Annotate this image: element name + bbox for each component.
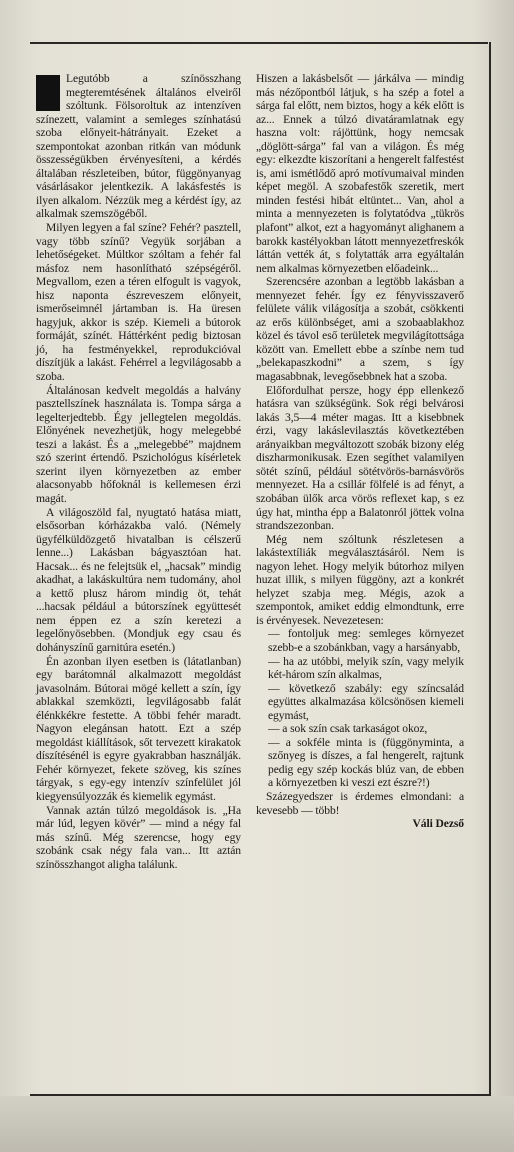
top-rule: [30, 42, 488, 44]
paragraph: Előfordulhat persze, hogy épp ellenkező hatásra van szükségünk. Sok régi belvárosi lakás 3,5—4 méter magas. Itt a kisebbnek érzi, vagy lakáslevilasztás következtében arányaikban megváltozott szobák bizony elég diszharmonikusak. Ezen segíthet valamilyen sötét színű, például sötétvörös-barnásvörös mennyezet. Ha a csillár fölfelé is ad fényt, a szobában ülők arca vörös reflexet kap, s ez úgy hat, mintha épp a Balatonról jöttek volna strandszezonban.: [256, 383, 464, 533]
drop-cap-block: [36, 75, 60, 111]
right-rule: [489, 42, 491, 1094]
paragraph: Legutóbb a színösszhang megteremtésének általános elveiről szóltunk. Fölsoroltuk az intenzíven színezett, valamint a semleges színhatású szoba előnyeit-hátrányait. Ezeket a szempontokat azonban ritkán van módunk összességükben érvényesíteni, a kérdés általában részleteiben, bútor, függönyanyag vásárlásakor jelentkezik. A lakásfestés is ilyen alkalom. Nézzük meg a kérdést így, az alkalmak szemszögéből.: [36, 72, 241, 221]
paragraph: Vannak aztán túlzó megoldások is. „Ha már lúd, legyen kövér” — mind a négy fal más színű. Még szerencse, hogy egy szobánk csak négy fala van... Itt aztán színösszhangot aligha találunk.: [36, 803, 241, 871]
paragraph: A világoszöld fal, nyugtató hatása miatt, elsősorban kórházakba való. (Némely ügyfélküldözgető hivatalban is célszerű lenne...) Lakásban bágyasztóan hat. Hacsak... és ne felejtsük el, „hacsak” mindig akadhat, a lakáskultúra nem tudomány, ahol a kettő plusz három mindig öt, tehát ...hacsak például a bútorszínek együttesét nem éppen ez a szín keretezi a legelőnyösebben. (Mondjuk egy csau és dohányszínű garnitúra esetén.): [36, 505, 241, 654]
paragraph: Általánosan kedvelt megoldás a halvány pasztellszínek használata is. Tompa sárga a legelterjedtebb. Égy jellegtelen megoldás. Előnyének nevezhetjük, hogy melegebbé teszi a lakást. És a „melegebbé” majdnem szó szerint értendő. Pszichológus kísérletek szerint ilyen környezetben az ember alacsonyabb hőfoknál is kellemesen érzi magát.: [36, 383, 241, 505]
list-item: — fontoljuk meg: semleges környezet szebb-e a szobánkban, vagy a harsányabb,: [268, 627, 464, 654]
paragraph: Szerencsére azonban a legtöbb lakásban a mennyezet fehér. Így ez fényvisszaverő felülete válik világosítja a szobát, csökkenti az erős különbséget, ami a szobaablakhoz közel és távol eső területek megvilágítottsága között van. Emellett ebbe a színbe nem tud „belekapaszkodni” a szem, s így magasabbnak, levegősebbnek hat a szoba.: [256, 275, 464, 384]
right-column: [256, 72, 464, 831]
list-item: — következő szabály: egy színcsalád együttes alkalmazása kölcsönösen kiemeli egymást,: [268, 681, 464, 722]
list-item: — a sokféle minta is (függönyminta, a szőnyeg is díszes, a fal hengerelt, rajtunk pedig egy szép kockás blúz van, de ebben a környezetben ki veszi ezt észre?!): [268, 735, 464, 790]
paragraph: Én azonban ilyen esetben is (látatlanban) egy barátomnál alkalmazott megoldást javasolnám. Bútorai mögé kellett a szín, így ablakkal szemközti, legvilágosabb falát élénkkékre festette. A többi fehér maradt. Nagyon elegánsan hatott. Ezt a szép megoldást kiállítások, sőt tervezett kirakatok díszítésénél is egyre gyakrabban használják. Fehér környezet, fekete szöveg, kis színes tárgyak, s egy-egy intenzív színfelület jól kiegyensúlyozzák és kiemelik egymást.: [36, 654, 241, 803]
page-bottom-margin: [0, 1096, 514, 1152]
list-item: — ha az utóbbi, melyik szín, vagy melyik két-három szín alkalmas,: [268, 654, 464, 682]
paragraph: Százegyedszer is érdemes elmondani: a kevesebb — több!: [256, 789, 464, 817]
author-signature: Váli Dezső: [412, 817, 464, 831]
paragraph: Milyen legyen a fal színe? Fehér? pasztell, vagy több színű? Vegyük sorjában a lehetőségeket. Múltkor szóltam a fehér fal másfoz nem hasonlítható szépségéről. Megvallom, ezen a téren elfogult is vagyok, hisz naponta észreveszem előnyeit, ismerőseimnél jártamban is. Ha üresen hagyjuk, akkor is szép. Kiemeli a bútorok formáját, színét. Háttérként pedig biztosan jó, ha festményekkel, reprodukcióval díszítjük a lakást. Fehérrel a legvilágosabb a szoba.: [36, 221, 241, 384]
paragraph: Még nem szóltunk részletesen a lakástextíliák megválasztásáról. Nem is nagyon lehet. Hogy melyik bútorhoz milyen huzat illik, s milyen függöny, azt a konkrét helyzet szabja meg. Mégis, azok a szempontok, amiket eddig elmondtunk, erre is érvényesek. Nevezetesen:: [256, 532, 464, 627]
list-item: — a sok szín csak tarkaságot okoz,: [268, 722, 428, 736]
left-column: [36, 72, 241, 871]
paragraph: Hiszen a lakásbelsőt — járkálva — mindig más nézőpontból látjuk, s ha szép a fotel a sárga fal előtt, nem biztos, hogy a kék előtt is az... Ennek a túlzó divatáramlatnak egy haszna volt: rájöttünk, hogy nemcsak „döglött-sárga” fal van a világon. És még egy: elkezdte kiszorítani a hengerelt falfestést is, ami ismétlődő apró motívumaival minden képet megöl. A szobafestők szeretik, mert minden festési hibát eltüntet... Van, ahol a minta a mennyezeten is folytatódva „tükrös plafont” alkot, ezt a hagyományt alighanem a barokk kastélyokban látott mennyezetfreskók láttán vették át, s folytatták arra egyáltalán nem alkalmas környezetben előadeink...: [256, 72, 464, 275]
